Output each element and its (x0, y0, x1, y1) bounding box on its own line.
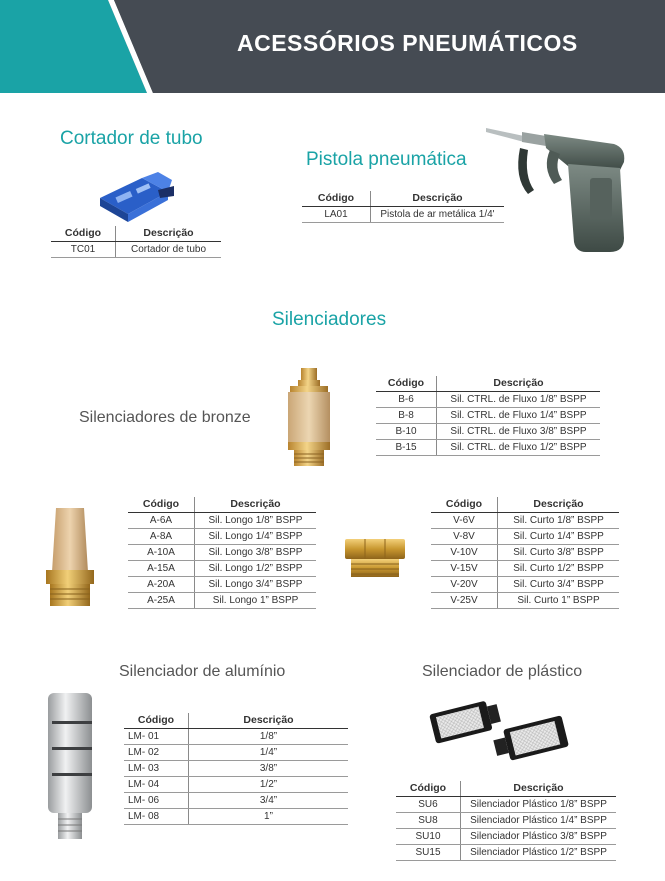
table-row (51, 242, 221, 258)
table-row (431, 529, 619, 545)
cell-codigo: A-8A (128, 529, 195, 545)
cell-descricao: 3/8” (189, 761, 349, 777)
pistola-title: Pistola pneumática (306, 149, 467, 170)
table-row (124, 809, 348, 825)
cell-descricao: 3/4” (189, 793, 349, 809)
cell-descricao: 1/4” (189, 745, 349, 761)
table-row (431, 545, 619, 561)
cell-descricao: Sil. CTRL. de Fluxo 1/8” BSPP (437, 392, 601, 408)
page-title: ACESSÓRIOS PNEUMÁTICOS (237, 30, 578, 56)
table-row (124, 745, 348, 761)
cell-descricao: Sil. Curto 1” BSPP (498, 593, 620, 609)
plastic-silencer-image (426, 692, 582, 772)
cell-codigo: LM- 06 (124, 793, 189, 809)
table-row (124, 761, 348, 777)
col-descricao: Descrição (371, 191, 505, 207)
col-descricao: Descrição (116, 226, 222, 242)
cell-descricao: Sil. Longo 1/4” BSPP (195, 529, 317, 545)
cell-descricao: Sil. Longo 1/2” BSPP (195, 561, 317, 577)
cell-codigo: A-6A (128, 513, 195, 529)
table-row (128, 593, 316, 609)
cell-codigo: A-10A (128, 545, 195, 561)
table-row (431, 513, 619, 529)
table-row (396, 797, 616, 813)
aluminio-table (124, 713, 348, 825)
cell-descricao: Sil. Longo 3/8” BSPP (195, 545, 317, 561)
table-row (396, 829, 616, 845)
cell-codigo: V-25V (431, 593, 498, 609)
table-row (124, 793, 348, 809)
cell-codigo: B-6 (376, 392, 437, 408)
table-row (396, 845, 616, 861)
cell-codigo: LA01 (302, 207, 371, 223)
table-row (376, 424, 600, 440)
cell-codigo: A-25A (128, 593, 195, 609)
cell-codigo: TC01 (51, 242, 116, 258)
table-row (128, 529, 316, 545)
col-codigo: Código (51, 226, 116, 242)
col-codigo: Código (431, 497, 498, 513)
cell-codigo: LM- 03 (124, 761, 189, 777)
cell-descricao: Silenciador Plástico 1/2” BSPP (461, 845, 617, 861)
table-row (431, 593, 619, 609)
cell-codigo: LM- 04 (124, 777, 189, 793)
col-codigo: Código (302, 191, 371, 207)
cell-descricao: Silenciador Plástico 1/8” BSPP (461, 797, 617, 813)
table-row (431, 577, 619, 593)
cell-descricao: Sil. Curto 1/4” BSPP (498, 529, 620, 545)
col-descricao: Descrição (461, 781, 617, 797)
plastico-title: Silenciador de plástico (422, 663, 583, 680)
cell-codigo: A-15A (128, 561, 195, 577)
table-row (376, 440, 600, 456)
cell-descricao: 1/8” (189, 729, 349, 745)
table-row (124, 777, 348, 793)
curto-table (431, 497, 619, 609)
table-row (128, 513, 316, 529)
cortador-table (51, 226, 221, 258)
cell-codigo: SU6 (396, 797, 461, 813)
cell-descricao: Sil. Longo 1/8” BSPP (195, 513, 317, 529)
cell-descricao: Silenciador Plástico 3/8” BSPP (461, 829, 617, 845)
cell-descricao: Pistola de ar metálica 1/4' (371, 207, 505, 223)
cell-codigo: V-6V (431, 513, 498, 529)
aluminio-title: Silenciador de alumínio (119, 663, 286, 680)
table-row (396, 813, 616, 829)
cell-codigo: V-8V (431, 529, 498, 545)
cell-descricao: 1” (189, 809, 349, 825)
cell-codigo: SU15 (396, 845, 461, 861)
table-row (128, 545, 316, 561)
page-header (0, 0, 665, 93)
col-descricao: Descrição (498, 497, 620, 513)
plastico-table (396, 781, 616, 861)
table-row (128, 577, 316, 593)
cell-descricao: Sil. Curto 1/8” BSPP (498, 513, 620, 529)
longo-table (128, 497, 316, 609)
cell-descricao: Sil. Curto 1/2” BSPP (498, 561, 620, 577)
col-descricao: Descrição (437, 376, 601, 392)
cell-codigo: B-8 (376, 408, 437, 424)
bronze-title: Silenciadores de bronze (79, 409, 251, 426)
table-row (431, 561, 619, 577)
cell-descricao: Silenciador Plástico 1/4” BSPP (461, 813, 617, 829)
table-row (124, 729, 348, 745)
cell-descricao: Sil. CTRL. de Fluxo 1/2” BSPP (437, 440, 601, 456)
cell-codigo: SU10 (396, 829, 461, 845)
cell-descricao: 1/2” (189, 777, 349, 793)
cell-codigo: B-15 (376, 440, 437, 456)
cell-codigo: LM- 08 (124, 809, 189, 825)
cortador-title: Cortador de tubo (60, 128, 203, 149)
short-silencer-image (343, 533, 407, 581)
cell-descricao: Sil. CTRL. de Fluxo 3/8” BSPP (437, 424, 601, 440)
pistola-table (302, 191, 504, 223)
cell-codigo: LM- 01 (124, 729, 189, 745)
cell-codigo: SU8 (396, 813, 461, 829)
col-codigo: Código (124, 713, 189, 729)
col-codigo: Código (376, 376, 437, 392)
cell-codigo: V-10V (431, 545, 498, 561)
cell-descricao: Cortador de tubo (116, 242, 222, 258)
col-codigo: Código (128, 497, 195, 513)
silenciadores-title: Silenciadores (272, 309, 387, 330)
cell-codigo: LM- 02 (124, 745, 189, 761)
table-row (376, 408, 600, 424)
bronze-table (376, 376, 600, 456)
cell-descricao: Sil. Curto 3/4” BSPP (498, 577, 620, 593)
col-descricao: Descrição (189, 713, 349, 729)
cell-codigo: V-15V (431, 561, 498, 577)
table-row (302, 207, 504, 223)
cell-descricao: Sil. Longo 3/4” BSPP (195, 577, 317, 593)
air-gun-image (484, 118, 634, 258)
col-descricao: Descrição (195, 497, 317, 513)
cell-codigo: V-20V (431, 577, 498, 593)
cell-descricao: Sil. CTRL. de Fluxo 1/4” BSPP (437, 408, 601, 424)
cell-codigo: B-10 (376, 424, 437, 440)
col-codigo: Código (396, 781, 461, 797)
aluminum-silencer-image (44, 691, 96, 841)
cell-descricao: Sil. Longo 1” BSPP (195, 593, 317, 609)
bronze-silencer-image (284, 366, 334, 468)
cell-descricao: Sil. Curto 3/8” BSPP (498, 545, 620, 561)
long-silencer-image (42, 506, 98, 608)
table-row (128, 561, 316, 577)
table-row (376, 392, 600, 408)
cell-codigo: A-20A (128, 577, 195, 593)
tube-cutter-image (96, 168, 176, 223)
